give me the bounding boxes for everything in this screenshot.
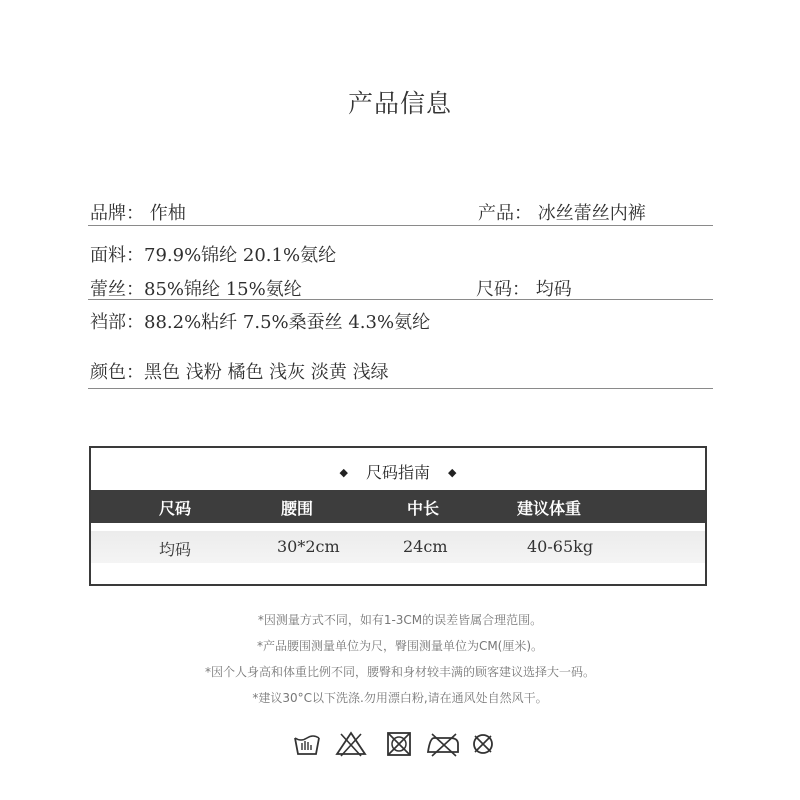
hand-wash-icon [292,730,322,758]
no-tumble-dry-icon [384,730,414,758]
note-line: *因测量方式不同，如有1-3CM的误差皆属合理范围。 [257,613,543,627]
header-size: 尺码 [159,499,192,518]
diamond-icon: ◆ [448,466,457,479]
cell-weight: 40-65kg [527,537,594,556]
product-text: 产品： 冰丝蕾丝内裤 [478,203,646,224]
size-guide-label: 尺码指南 [365,463,430,482]
cell-waist: 30*2cm [277,537,340,556]
no-dry-clean-icon [470,730,496,758]
crotch-text: 裆部：88.2%粘纤 7.5%桑蚕丝 4.3%氨纶 [90,312,431,333]
note-line: *建议30°C以下洗涤.勿用漂白粉,请在通风处自然风干。 [252,691,548,705]
table-row [91,531,705,563]
colors-text: 颜色：黑色 浅粉 橘色 浅灰 淡黄 浅绿 [90,362,389,383]
page-title: 产品信息 [347,89,452,118]
no-bleach-icon [334,730,368,758]
note-line: *产品腰围测量单位为尺，臀围测量单位为CM(厘米)。 [256,639,544,653]
header-length: 中长 [407,499,440,518]
diamond-icon: ◆ [339,466,348,479]
note-line: *因个人身高和体重比例不同，腰臀和身材较丰满的顾客建议选择大一码。 [204,665,595,679]
fabric-text: 面料：79.9%锦纶 20.1%氨纶 [90,245,337,266]
size-text: 尺码： 均码 [476,279,572,300]
size-guide-title [91,460,705,483]
table-header [91,490,705,523]
brand-text: 品牌： 作柚 [90,203,186,224]
lace-text: 蕾丝：85%锦纶 15%氨纶 [90,279,302,300]
cell-length: 24cm [403,537,448,556]
no-iron-icon [424,730,462,758]
divider [88,225,713,226]
header-waist: 腰围 [281,499,314,518]
header-weight: 建议体重 [517,499,582,518]
divider [88,299,713,300]
cell-size: 均码 [159,540,192,559]
size-guide-table [89,446,707,586]
divider [88,388,713,389]
